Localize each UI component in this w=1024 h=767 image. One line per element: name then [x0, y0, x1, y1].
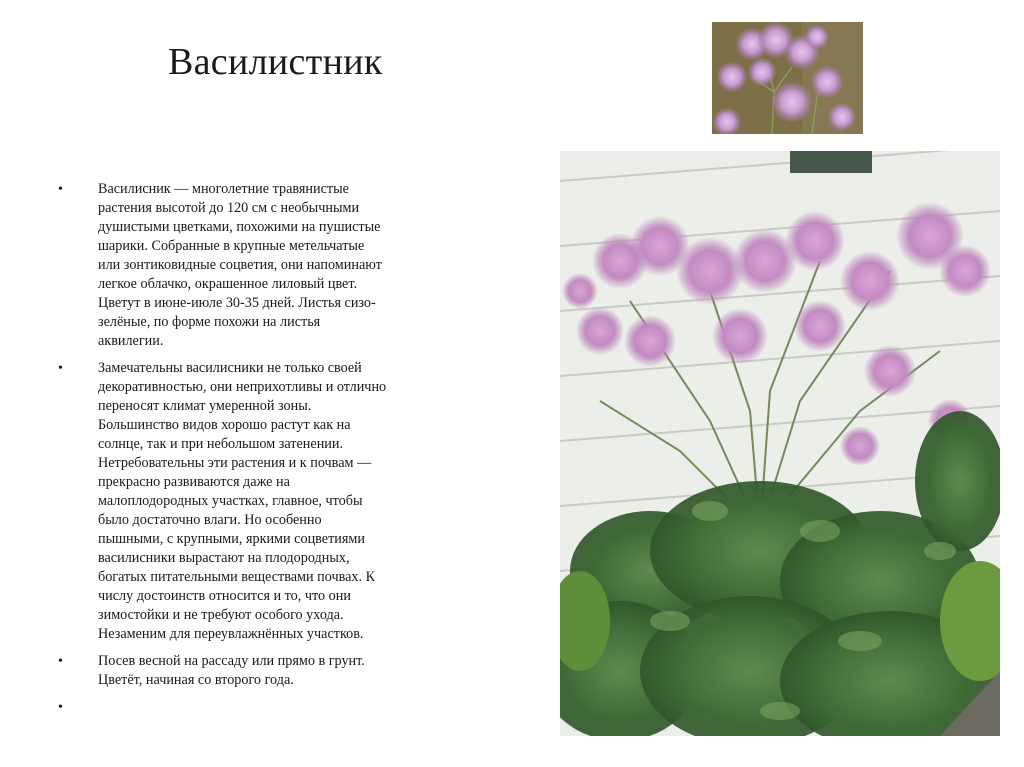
bullet-line: Большинство видов хорошо растут как на	[98, 417, 351, 433]
bullet-line: Нетребовательны эти растения и к почвам —	[98, 455, 372, 471]
slide-title: Василистник	[168, 41, 383, 83]
bullet-line: зелёные, по форме похожи на листья	[98, 314, 321, 330]
bullet-line: шарики. Собранные в крупные метельчатые	[98, 238, 365, 254]
bullet-line: • Посев весной на рассаду или прямо в грунт.	[98, 653, 365, 669]
bullet-line: прекрасно развиваются даже на	[98, 474, 290, 490]
bullet-line: богатых питательными веществами почвах. К	[98, 569, 376, 585]
bullet-line: пышными, с крупными, яркими соцветиями	[98, 531, 365, 547]
bullet-line: Цветут в июне-июле 30-35 дней. Листья сизо-	[98, 295, 376, 311]
bullet-line: Незаменим для переувлажнённых участков.	[98, 626, 364, 642]
bullet-line: числу достоинств относится и то, что они	[98, 588, 351, 604]
bullet-item-4-empty	[58, 698, 428, 717]
bullet-line: растения высотой до 120 см с необычными	[98, 200, 360, 216]
thumbnail-photo	[712, 22, 863, 134]
bullet-line: душистыми цветками, похожими на пушистые	[98, 219, 381, 235]
bullet-line: • Замечательны василисники не только своей	[98, 360, 362, 376]
bullet-line: или зонтиковидные соцветия, они напоминают	[98, 257, 382, 273]
flower-closeup-image	[712, 22, 863, 134]
main-photo	[560, 151, 1000, 736]
bullet-line: аквилегии.	[98, 333, 164, 349]
bullet-line: переносят климат умеренной зоны.	[98, 398, 312, 414]
bullet-line: было достаточно влаги. Но особенно	[98, 512, 322, 528]
bullet-line-empty	[98, 698, 428, 717]
bullet-line: декоративностью, они неприхотливы и отлично	[98, 379, 387, 395]
bullet-line: Цветёт, начиная со второго года.	[98, 672, 294, 688]
bullet-line: • Василисник — многолетние травянистые	[98, 181, 349, 197]
bullet-line: солнце, так и при небольшом затенении.	[98, 436, 344, 452]
bullet-line: легкое облачко, окрашенное лиловый цвет.	[98, 276, 358, 292]
bullet-line: малоплодородных участках, главное, чтобы	[98, 493, 363, 509]
plant-image	[560, 151, 1000, 736]
bullet-item-3	[58, 652, 428, 690]
bullet-item-2	[58, 359, 428, 644]
bullet-list	[58, 180, 428, 717]
slide-body	[58, 180, 428, 725]
bullet-line: василисники вырастают на плодородных,	[98, 550, 350, 566]
bullet-item-1	[58, 180, 428, 351]
bullet-line: зимостойки и не требуют особого ухода.	[98, 607, 344, 623]
